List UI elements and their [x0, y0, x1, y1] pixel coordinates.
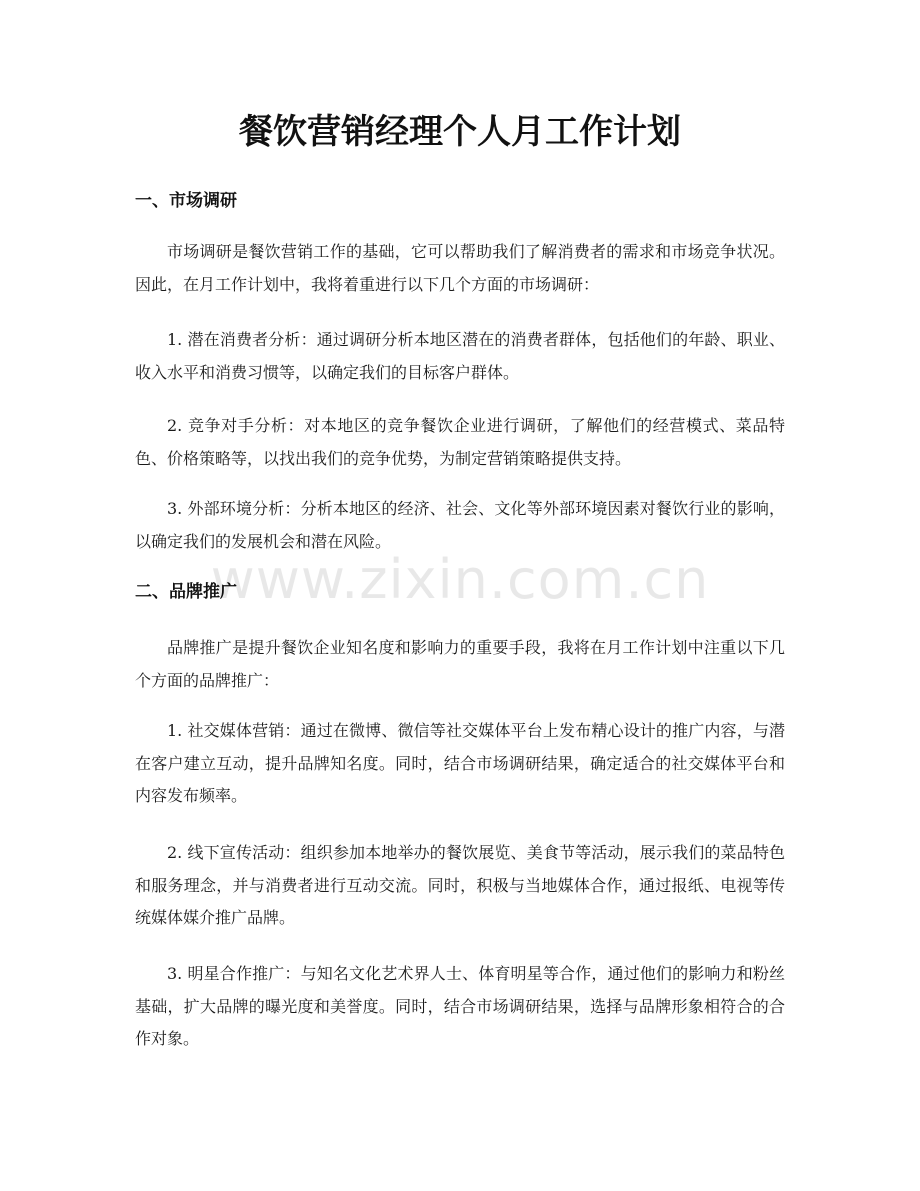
section-heading-brand-promotion: 二、品牌推广: [135, 582, 237, 602]
site-watermark: www.zixin.com.cn: [210, 548, 710, 611]
paragraph-market-research-item-1: 1. 潜在消费者分析：通过调研分析本地区潜在的消费者群体，包括他们的年龄、职业、收入水平和消费习惯等，以确定我们的目标客户群体。: [135, 330, 785, 382]
paragraph-brand-promotion-item-1: 1. 社交媒体营销：通过在微博、微信等社交媒体平台上发布精心设计的推广内容，与潜在客户建立互动，提升品牌知名度。同时，结合市场调研结果，确定适合的社交媒体平台和内容发布频率。: [135, 721, 785, 805]
paragraph-brand-promotion-item-3: 3. 明星合作推广：与知名文化艺术界人士、体育明星等合作，通过他们的影响力和粉丝基础，扩大品牌的曝光度和美誉度。同时，结合市场调研结果，选择与品牌形象相符合的合作对象。: [135, 964, 785, 1048]
paragraph-market-research-item-3: 3. 外部环境分析：分析本地区的经济、社会、文化等外部环境因素对餐饮行业的影响，以确定我们的发展机会和潜在风险。: [135, 499, 785, 551]
paragraph-brand-promotion-intro: 品牌推广是提升餐饮企业知名度和影响力的重要手段，我将在月工作计划中注重以下几个方面的品牌推广：: [135, 638, 785, 690]
section-heading-market-research: 一、市场调研: [135, 191, 237, 211]
paragraph-market-research-item-2: 2. 竞争对手分析：对本地区的竞争餐饮企业进行调研，了解他们的经营模式、菜品特色、价格策略等，以找出我们的竞争优势，为制定营销策略提供支持。: [135, 416, 785, 468]
document-title: 餐饮营销经理个人月工作计划: [239, 112, 681, 152]
paragraph-market-research-intro: 市场调研是餐饮营销工作的基础，它可以帮助我们了解消费者的需求和市场竞争状况。因此，在月工作计划中，我将着重进行以下几个方面的市场调研：: [135, 242, 785, 294]
paragraph-brand-promotion-item-2: 2. 线下宣传活动：组织参加本地举办的餐饮展览、美食节等活动，展示我们的菜品特色和服务理念，并与消费者进行互动交流。同时，积极与当地媒体合作，通过报纸、电视等传统媒体媒介推广品牌。: [135, 843, 785, 927]
